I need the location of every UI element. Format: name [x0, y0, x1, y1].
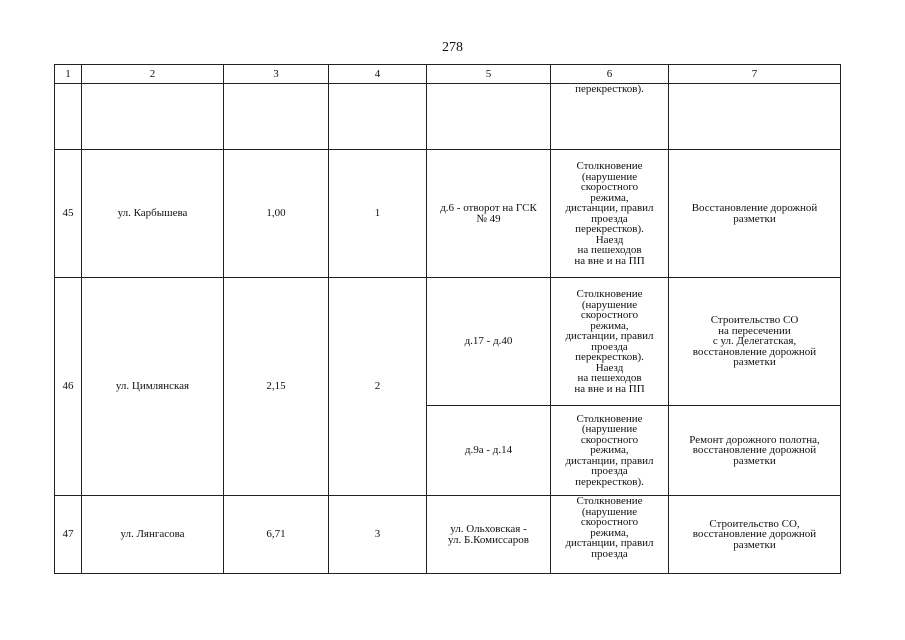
accident-cause: Столкновение (нарушение скоростного режима, дистанции, правил проезда перекрестков). — [551, 406, 669, 496]
street-name: ул. Карбышева — [82, 150, 224, 278]
length-km: 6,71 — [224, 496, 329, 574]
page-number: 278 — [442, 40, 463, 55]
street-name: ул. Лянгасова — [82, 496, 224, 574]
carry-over-cell — [427, 84, 551, 150]
street-name: ул. Цимлянская — [82, 278, 224, 496]
site-count: 2 — [329, 278, 427, 496]
road-segment: д.9а - д.14 — [427, 406, 551, 496]
site-count: 1 — [329, 150, 427, 278]
accident-cause: Столкновение (нарушение скоростного режима, дистанции, правил проезда перекрестков). Наезд на пешеходов на вне и на ПП — [551, 150, 669, 278]
row-number: 47 — [55, 496, 82, 574]
planned-measures: Ремонт дорожного полотна, восстановление дорожной разметки — [669, 406, 841, 496]
row-number: 45 — [55, 150, 82, 278]
accident-cause: Столкновение (нарушение скоростного режима, дистанции, правил проезда перекрестков). Наезд на пешеходов на вне и на ПП — [551, 278, 669, 406]
table-row — [55, 278, 841, 406]
carry-over-cause: перекрестков). — [551, 84, 669, 150]
carry-over-cell — [329, 84, 427, 150]
road-segment: д.6 - отворот на ГСК № 49 — [427, 150, 551, 278]
length-km: 1,00 — [224, 150, 329, 278]
road-segment: д.17 - д.40 — [427, 278, 551, 406]
header-col-7: 7 — [669, 65, 841, 84]
accident-cause: Столкновение (нарушение скоростного режима, дистанции, правил проезда — [551, 496, 669, 574]
table-row — [55, 496, 841, 574]
length-km: 2,15 — [224, 278, 329, 496]
road-segment: ул. Ольховская - ул. Б.Комиссаров — [427, 496, 551, 574]
accident-sites-table — [54, 64, 841, 574]
carry-over-row — [55, 84, 841, 150]
planned-measures: Строительство СО на пересечении с ул. Делегатская, восстановление дорожной разметки — [669, 278, 841, 406]
table-row — [55, 150, 841, 278]
header-col-5: 5 — [427, 65, 551, 84]
header-col-6: 6 — [551, 65, 669, 84]
carry-over-cell — [82, 84, 224, 150]
planned-measures: Строительство СО, восстановление дорожной разметки — [669, 496, 841, 574]
header-col-2: 2 — [82, 65, 224, 84]
carry-over-cell — [224, 84, 329, 150]
site-count: 3 — [329, 496, 427, 574]
row-number: 46 — [55, 278, 82, 496]
carry-over-cell — [669, 84, 841, 150]
header-col-4: 4 — [329, 65, 427, 84]
planned-measures: Восстановление дорожной разметки — [669, 150, 841, 278]
header-col-1: 1 — [55, 65, 82, 84]
carry-over-cell — [55, 84, 82, 150]
header-col-3: 3 — [224, 65, 329, 84]
header-row — [55, 65, 841, 84]
